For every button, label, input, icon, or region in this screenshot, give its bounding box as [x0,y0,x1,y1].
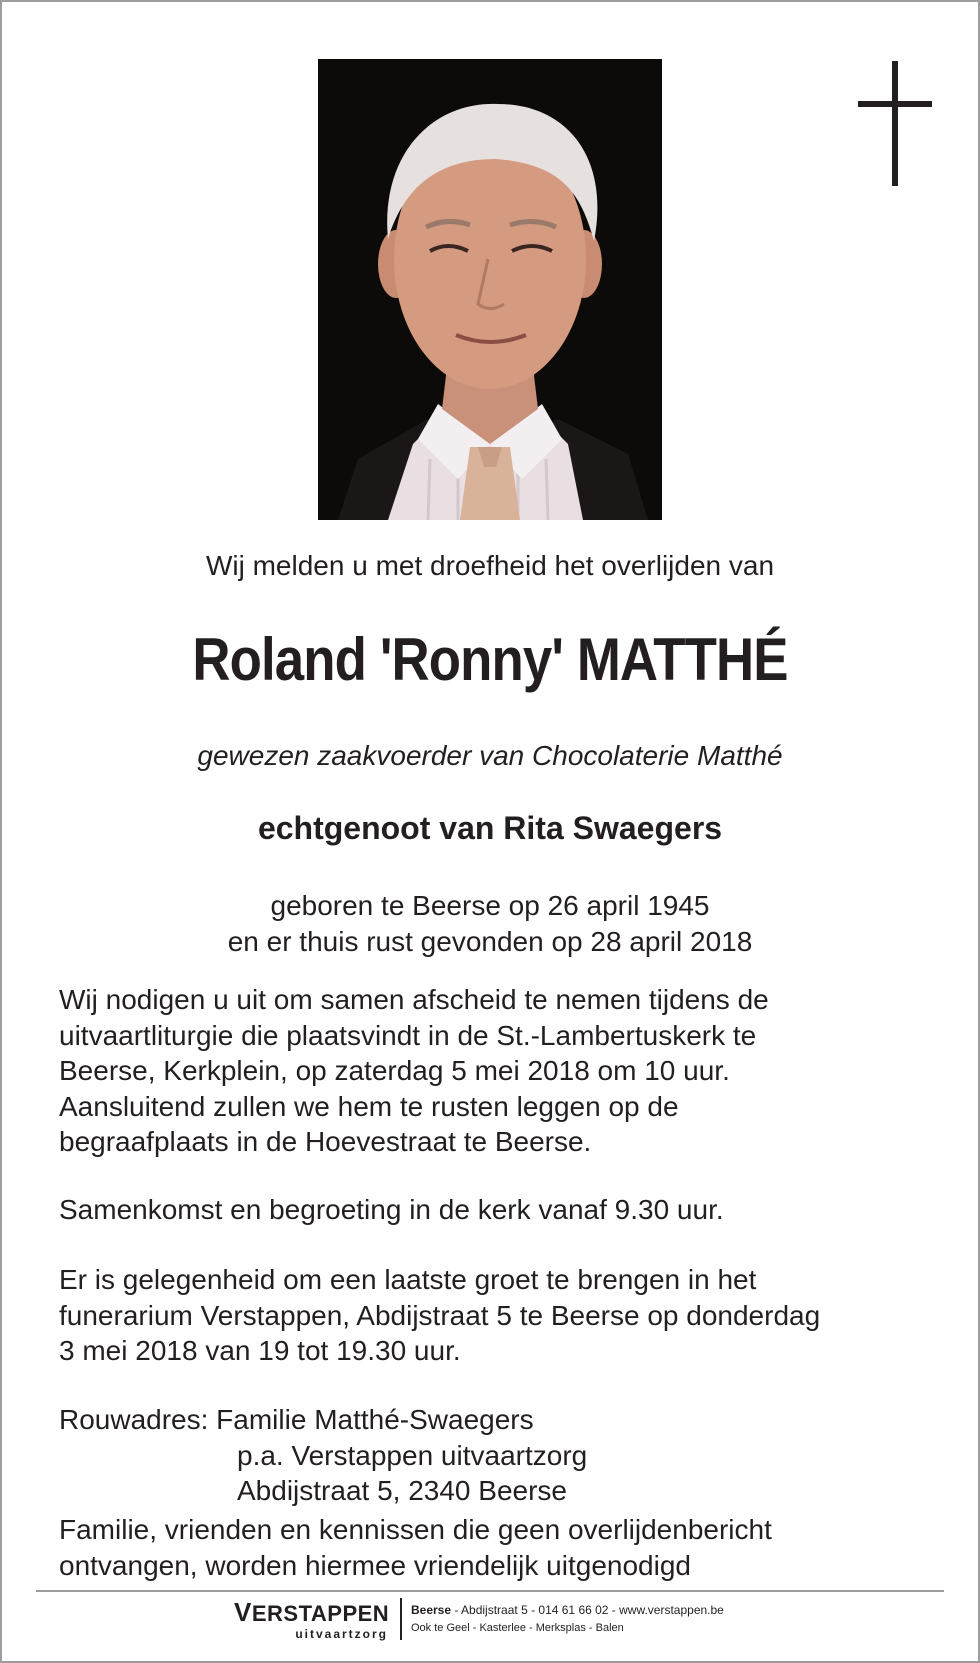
text-line: Er is gelegenheid om een laatste groet te brengen in het [59,1264,757,1295]
footer-contact-details: - Abdijstraat 5 - 014 61 66 02 - www.verstappen.be [451,1603,724,1617]
text-line: uitvaartliturgie die plaatsvindt in de St.-Lambertuskerk te [59,1019,757,1051]
text-line: Beerse, Kerkplein, op zaterdag 5 mei 2018 om 10 uur. [59,1055,730,1086]
mourning-address [59,1402,939,1509]
ceremony-paragraph [59,982,939,1160]
deceased-name: Roland 'Ronny' MATTHÉ [192,626,788,693]
footer-branches: Ook te Geel - Kasterlee - Merksplas - Balen [411,1622,624,1634]
portrait-photo [318,59,662,520]
text-line: Familie, vrienden en kennissen die geen overlijdenbericht [59,1514,772,1545]
text-line: ontvangen, worden hiermee vriendelijk uitgenodigd [59,1549,691,1581]
visitation-paragraph [59,1262,939,1369]
deceased-role: gewezen zaakvoerder van Chocolaterie Matthé [197,740,783,771]
cross-icon [858,61,932,186]
birth-line: geboren te Beerse op 26 april 1945 [270,890,710,921]
footer-contact [411,1603,724,1618]
logo-subtitle: uitvaartzorg [295,1627,388,1641]
address-care-of: p.a. Verstappen uitvaartzorg [237,1439,588,1471]
life-dates [0,888,980,960]
footer-location: Beerse [411,1603,452,1617]
text-line: 3 mei 2018 van 19 tot 19.30 uur. [59,1335,461,1366]
spouse-line: echtgenoot van Rita Swaegers [257,810,723,846]
funeral-home-logo [234,1598,389,1628]
text-line: Wij nodigen u uit om samen afscheid te nemen tijdens de [59,984,769,1015]
address-street: Abdijstraat 5, 2340 Beerse [237,1475,567,1506]
address-label: Rouwadres: Familie Matthé-Swaegers [59,1404,534,1435]
logo-initial: V [234,1597,252,1627]
announcement-intro: Wij melden u met droefheid het overlijden van [205,550,775,581]
closing-paragraph [59,1512,939,1583]
logo-separator [400,1598,402,1640]
text-line: funerarium Verstappen, Abdijstraat 5 te Beerse op donderdag [59,1299,821,1331]
gathering-paragraph: Samenkomst en begroeting in de kerk vanaf 9.30 uur. [59,1194,724,1225]
logo-wordmark: ERSTAPPEN [251,1601,390,1626]
death-line: en er thuis rust gevonden op 28 april 2018 [227,926,753,957]
text-line: begraafplaats in de Hoevestraat te Beerse. [59,1126,592,1157]
footer-divider [36,1590,944,1592]
text-line: Aansluitend zullen we hem te rusten leggen op de [59,1090,679,1122]
